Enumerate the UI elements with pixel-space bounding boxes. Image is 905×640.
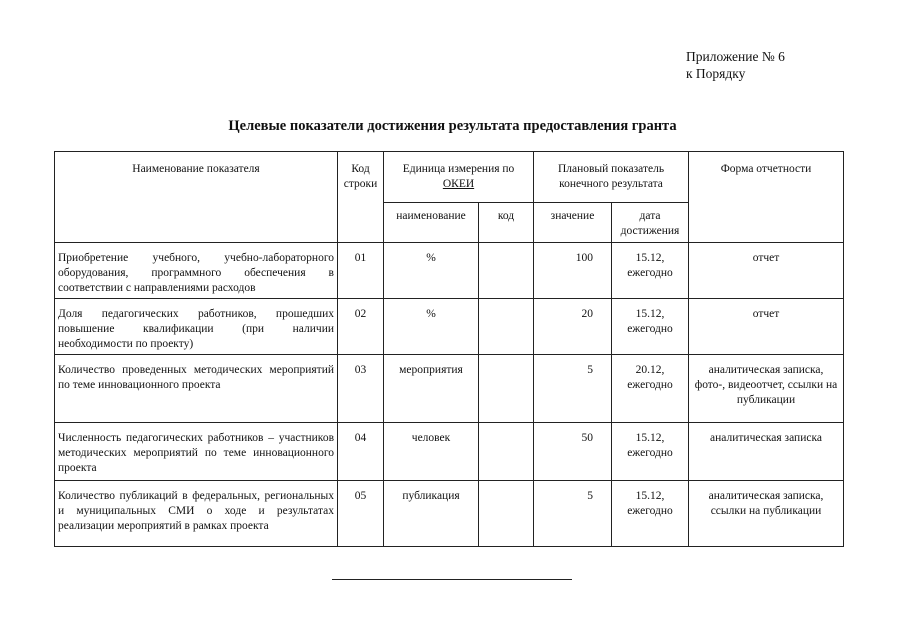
appendix-reference [686, 48, 785, 82]
indicators-table [54, 151, 844, 547]
row-unit-name: % [384, 243, 479, 299]
row-unit-code [479, 299, 534, 355]
table-row [55, 481, 844, 547]
header-report-form: Форма отчетности [689, 152, 844, 243]
header-row-1 [55, 152, 844, 203]
row-date-period: ежегодно [627, 379, 673, 391]
row-report-form: отчет [689, 299, 844, 355]
appendix-number: Приложение № 6 [686, 49, 785, 64]
row-unit-name: публикация [384, 481, 479, 547]
appendix-order: к Порядку [686, 66, 746, 81]
header-plan-date: дата достижения [612, 203, 689, 243]
header-code: Код строки [338, 152, 384, 243]
row-date-period: ежегодно [627, 447, 673, 459]
header-plan-group: Плановый показатель конечного результата [534, 152, 689, 203]
header-unit-code: код [479, 203, 534, 243]
table-row [55, 423, 844, 481]
header-unit-name: наименование [384, 203, 479, 243]
header-unit-group-line1: Единица измерения по [402, 163, 515, 175]
row-unit-code [479, 423, 534, 481]
header-unit-group-okei: ОКЕИ [442, 178, 475, 190]
row-unit-code [479, 481, 534, 547]
table-row [55, 243, 844, 299]
row-code: 02 [338, 299, 384, 355]
row-date-day: 15.12, [635, 308, 665, 320]
row-date-day: 20.12, [635, 364, 665, 376]
row-name: Количество проведенных методических мероприятий по теме инновационного проекта [55, 355, 338, 423]
row-unit-name: % [384, 299, 479, 355]
row-value: 20 [534, 299, 612, 355]
row-value: 5 [534, 355, 612, 423]
row-value: 5 [534, 481, 612, 547]
table-row [55, 355, 844, 423]
header-plan-value: значение [534, 203, 612, 243]
row-date [612, 355, 689, 423]
header-unit-group [384, 152, 534, 203]
table-row [55, 299, 844, 355]
row-code: 04 [338, 423, 384, 481]
header-name: Наименование показателя [55, 152, 338, 243]
document-title: Целевые показатели достижения результата предоставления гранта [228, 118, 677, 134]
row-code: 03 [338, 355, 384, 423]
row-date [612, 423, 689, 481]
row-value: 50 [534, 423, 612, 481]
bottom-divider [332, 579, 572, 580]
row-code: 05 [338, 481, 384, 547]
row-report-form: аналитическая записка, фото-, видеоотчет, ссылки на публикации [689, 355, 844, 423]
row-unit-name: человек [384, 423, 479, 481]
row-name: Доля педагогических работников, прошедших повышение квалификации (при наличии необходимости по проекту) [55, 299, 338, 355]
row-unit-code [479, 243, 534, 299]
row-unit-code [479, 355, 534, 423]
row-date-day: 15.12, [635, 252, 665, 264]
row-name: Приобретение учебного, учебно-лабораторного оборудования, программного обеспечения в соответствии с направлениями расходов [55, 243, 338, 299]
row-unit-name: мероприятия [384, 355, 479, 423]
row-date [612, 243, 689, 299]
row-report-form: аналитическая записка [689, 423, 844, 481]
row-code: 01 [338, 243, 384, 299]
row-date-period: ежегодно [627, 505, 673, 517]
row-date [612, 299, 689, 355]
row-date-period: ежегодно [627, 267, 673, 279]
row-name: Численность педагогических работников – участников методических мероприятий по теме инновационного проекта [55, 423, 338, 481]
row-report-form: аналитическая записка, ссылки на публикации [689, 481, 844, 547]
row-date-day: 15.12, [635, 490, 665, 502]
row-date-day: 15.12, [635, 432, 665, 444]
row-value: 100 [534, 243, 612, 299]
row-date-period: ежегодно [627, 323, 673, 335]
row-date [612, 481, 689, 547]
row-report-form: отчет [689, 243, 844, 299]
row-name: Количество публикаций в федеральных, региональных и муниципальных СМИ о ходе и результатах реализации мероприятий в рамках проекта [55, 481, 338, 547]
